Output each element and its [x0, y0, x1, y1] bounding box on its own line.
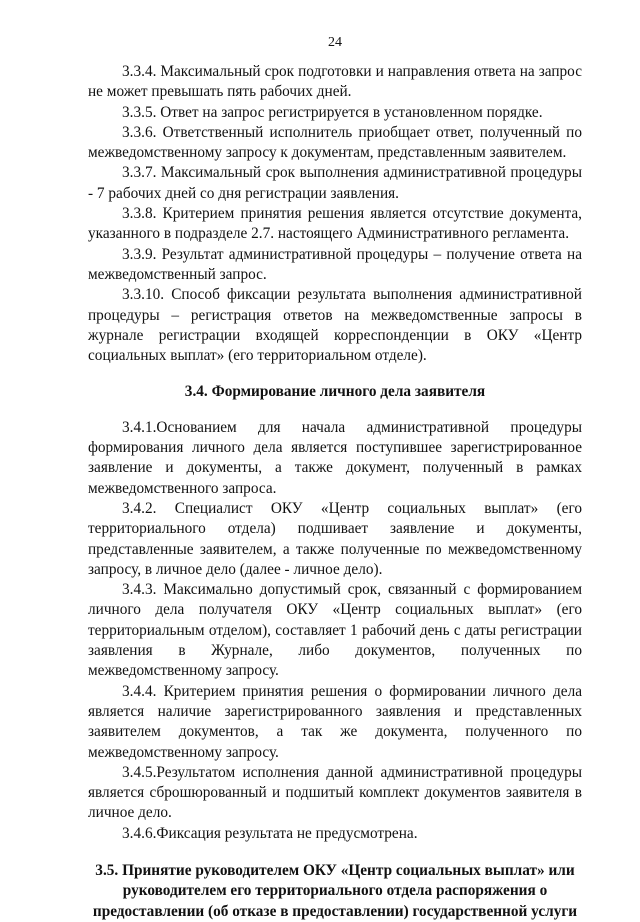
paragraph-3-3-8: 3.3.8. Критерием принятия решения является отсутствие документа, указанного в подразделе 2.7. настоящего Административного регламента.	[88, 205, 582, 243]
paragraph-3-4-5: 3.4.5.Результатом исполнения данной административной процедуры является сброшюрованный и подшитый комплект документов заявителя в личное дело.	[88, 763, 582, 822]
paragraph-3-4-6: 3.4.6.Фиксация результата не предусмотрена.	[122, 824, 418, 842]
paragraph-3-3-5: 3.3.5. Ответ на запрос регистрируется в установленном порядке.	[122, 103, 543, 121]
section-heading-3-4: 3.4. Формирование личного дела заявителя	[184, 383, 486, 401]
paragraph-3-4-4: 3.4.4. Критерием принятия решения о формировании личного дела является наличие зарегистрированного заявления и представленных заявителем документов, а так же документа, полученного по межведомственному запросу.	[88, 682, 582, 761]
paragraph-3-3-7: 3.3.7. Максимальный срок выполнения административной процедуры - 7 рабочих дней со дня регистрации заявления.	[88, 164, 582, 202]
paragraph-3-4-3: 3.4.3. Максимально допустимый срок, связанный с формированием личного дела получателя ОКУ «Центр социальных выплат» (его территориальным отделом), составляет 1 рабочий день с даты регистрации заявления в Журнале, либо документов, полученных по межведомственному запросу.	[88, 581, 582, 680]
document-page	[88, 34, 582, 922]
paragraph-3-3-10: 3.3.10. Способ фиксации результата выполнения административной процедуры – регистрация ответов на межведомственные запросы в журнале регистрации входящей корреспонденции в ОКУ «Центр социальных выплат» (его территориальном отделе).	[88, 286, 582, 365]
paragraph-3-3-6: 3.3.6. Ответственный исполнитель приобщает ответ, полученный по межведомственному запросу к документам, представленным заявителем.	[88, 123, 582, 162]
paragraph-3-4-1: 3.4.1.Основанием для начала административной процедуры формирования личного дела является поступившее зарегистрированное заявление и документы, а также документ, полученный в рамках межведомственного запроса.	[88, 418, 582, 497]
paragraph-3-3-4: 3.3.4. Максимальный срок подготовки и направления ответа на запрос не может превышать пять рабочих дней.	[88, 63, 582, 101]
section-3-4	[88, 418, 582, 844]
paragraph-3-3-9: 3.3.9. Результат административной процедуры – получение ответа на межведомственный запрос.	[88, 245, 582, 283]
section-3-3-continued	[88, 62, 582, 366]
paragraph-3-4-2: 3.4.2. Специалист ОКУ «Центр социальных выплат» (его территориального отдела) подшивает заявление и документы, представленные заявителем, а также полученные по межведомственному запросу, в личное дело (далее - личное дело).	[88, 499, 582, 578]
page-number: 24	[328, 35, 342, 50]
section-heading-3-5: 3.5. Принятие руководителем ОКУ «Центр социальных выплат» или руководителем его территориального отдела распоряжения о предоставлении (об отказе в предоставлении) государственной услуги	[92, 861, 578, 920]
